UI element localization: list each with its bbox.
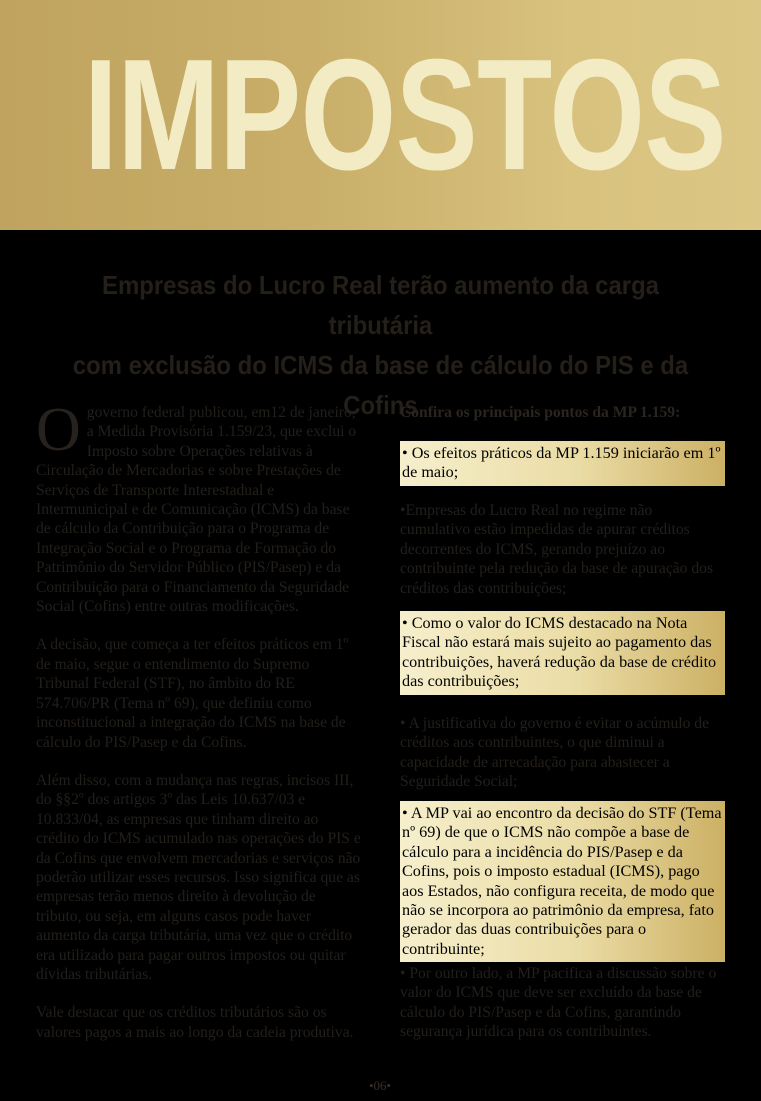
intro-paragraph-text: governo federal publicou, em12 de janeiro, a Medida Provisória 1.159/23, que exclui o Imposto sobre Operações relativas à Circulação de Mercadorias e sobre Prestações de Serviços de Transporte Interestadual e Intermunicipal e de Comunicação (ICMS) da base de cálculo da Contribuição para o Programa de Integração Social e o Programa de Formação do Patrimônio do Servidor Público (PIS/Pasep) e da Contribuição para o Financiamento da Seguridade Social (Cofins) entre outras modificações. [36, 404, 357, 616]
headline-line-2: com exclusão do ICMS da base de cálculo do PIS e da Cofins [72, 350, 689, 420]
paragraph-2: A decisão, que começa a ter efeitos práticos em 1º de maio, segue o entendimento do Supremo Tribunal Federal (STF), no âmbito do RE 574.706/PR (Tema nº 69), que definiu como inconstitucional a integração do ICMS na base de cálculo do PIS/Pasep e da Cofins. [36, 636, 349, 751]
title-banner [0, 0, 761, 230]
section-title: IMPOSTOS [83, 27, 726, 203]
right-column [400, 403, 725, 1041]
left-column [36, 396, 362, 1061]
paragraph-3: Além disso, com a mudança nas regras, incisos III, do §§2º dos artigos 3º das Leis 10.637/03 e 10.833/04, as empresas que tinham direito ao crédito do ICMS acumulado nas operações do PIS e da Cofins que envolvem mercadorias e serviços não poderão utilizar esses recursos. Isso significa que as empresas terão menos direito à devolução de tributo, ou seja, em alguns casos pode haver aumento da carga tributária, uma vez que o crédito era utilizado para pagar outros impostos ou quitar dívidas tributárias. [36, 771, 361, 983]
key-point-5: • A MP vai ao encontro da decisão do STF (Tema nº 69) de que o ICMS não compõe a base de cálculo para a incidência do PIS/Pasep e da Cofins, pois o imposto estadual (ICMS), pago aos Estados, não configura receita, de modo que não se incorpora ao patrimônio da empresa, fato gerador das duas contribuições para o contribuinte; [400, 801, 725, 962]
key-point-3: • Como o valor do ICMS destacado na Nota Fiscal não estará mais sujeito ao pagamento das contribuições, haverá redução da base de crédito das contribuições; [400, 611, 725, 695]
key-point-4: • A justificativa do governo é evitar o acúmulo de créditos aos contribuintes, o que diminui a capacidade de arrecadação para abastecer a Seguridade Social; [400, 715, 710, 791]
page-number: •06• [368, 1078, 392, 1093]
intro-paragraph [36, 396, 362, 616]
key-points-heading: Confira os principais pontos da MP 1.159: [400, 404, 681, 421]
headline-line-1: Empresas do Lucro Real terão aumento da carga tributária [101, 270, 659, 340]
drop-cap: O [36, 396, 81, 464]
key-point-2: •Empresas do Lucro Real no regime não cumulativo estão impedidas de apurar créditos decorrentes do ICMS, gerando prejuízo ao contribuinte pela redução da base de apuração dos créditos das contribuições; [400, 502, 714, 597]
key-point-1: • Os efeitos práticos da MP 1.159 iniciarão em 1º de maio; [400, 441, 725, 486]
article-headline [49, 265, 712, 425]
paragraph-4: Vale destacar que os créditos tributários são os valores pagos a mais ao longo da cadeia produtiva. [36, 1004, 354, 1041]
key-point-6: • Por outro lado, a MP pacifica a discussão sobre o valor do ICMS que deve ser excluído da base de cálculo do PIS/Pasep e da Cofins, garantindo segurança jurídica para os contribuintes. [400, 965, 717, 1041]
